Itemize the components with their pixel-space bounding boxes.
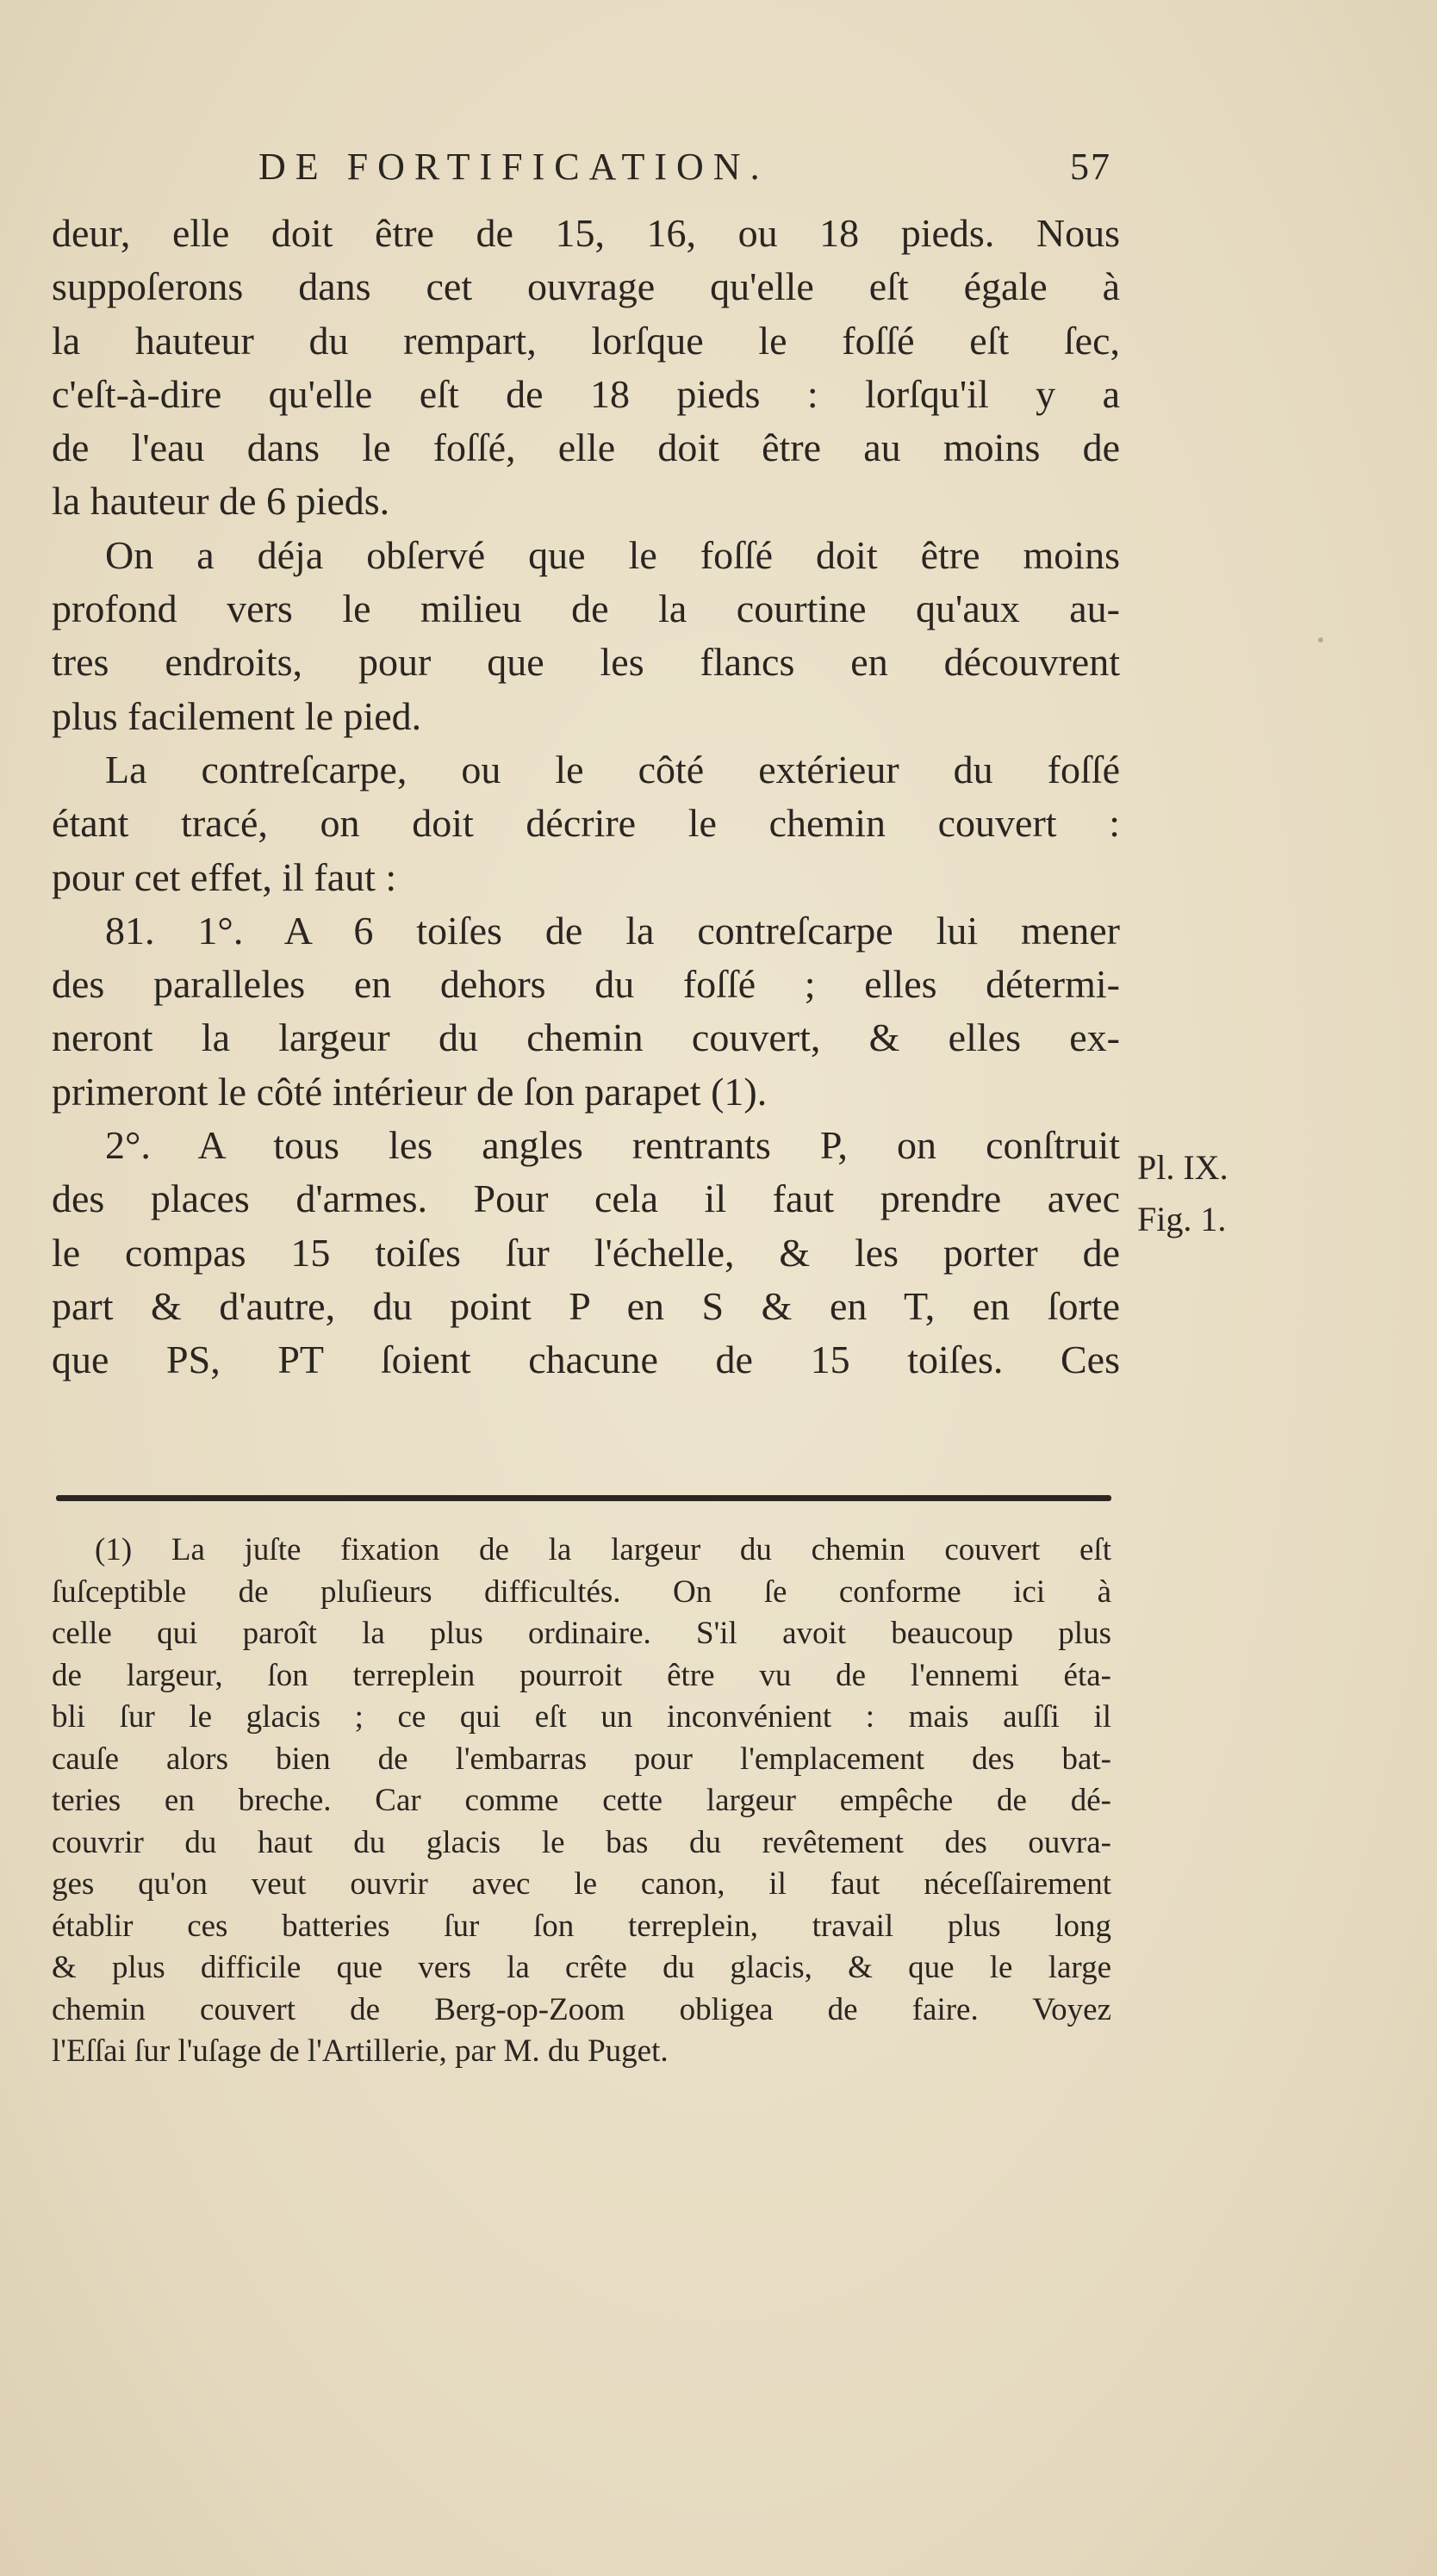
running-head — [258, 145, 1111, 205]
text-line: que PS, PT ſoient chacune de 15 toiſes. Ces — [52, 1338, 1120, 1382]
page-number: 57 — [1070, 146, 1111, 188]
text-line: le compas 15 toiſes ſur l'échelle, & les porter de — [52, 1230, 1120, 1275]
margin-note-plate: Pl. IX. — [1137, 1148, 1229, 1187]
text-line: pour cet effet, il faut : — [52, 854, 397, 899]
footnote-line: ſuſceptible de pluſieurs difficultés. On ſe conforme ici à — [52, 1574, 1111, 1610]
footnote-line: de largeur, ſon terreplein pourroit être vu de l'ennemi éta- — [52, 1657, 1111, 1693]
main-text — [52, 207, 1120, 1387]
footnote-line: l'Eſſai ſur l'uſage de l'Artillerie, par M. du Puget. — [52, 2033, 669, 2069]
footnote-line: celle qui paroît la plus ordinaire. S'il avoit beaucoup plus — [52, 1616, 1111, 1651]
text-line: suppoſerons dans cet ouvrage qu'elle eſt égale à — [52, 264, 1120, 309]
footnote — [52, 1530, 1111, 2073]
footnote-line: bli ſur le glacis ; ce qui eſt un inconvénient : mais auſſi il — [52, 1699, 1111, 1735]
text-line: La contreſcarpe, ou le côté extérieur du foſſé — [105, 747, 1120, 791]
paper-speck — [1318, 637, 1323, 642]
margin-note-figure: Fig. 1. — [1137, 1200, 1227, 1238]
text-line: des places d'armes. Pour cela il faut prendre avec — [52, 1176, 1120, 1221]
text-line: 81. 1°. A 6 toiſes de la contreſcarpe lui mener — [105, 908, 1120, 953]
footnote-line: couvrir du haut du glacis le bas du revêtement des ouvra- — [52, 1824, 1111, 1860]
text-line: primeront le côté intérieur de ſon parapet (1). — [52, 1069, 768, 1114]
text-line: la hauteur du rempart, lorſque le foſſé eſt ſec, — [52, 318, 1120, 363]
text-line: de l'eau dans le foſſé, elle doit être au moins de — [52, 425, 1120, 470]
text-line: c'eſt-à-dire qu'elle eſt de 18 pieds : lorſqu'il y a — [52, 371, 1120, 416]
text-line: part & d'autre, du point P en S & en T, en ſorte — [52, 1283, 1120, 1328]
margin-note — [1137, 1142, 1266, 1245]
text-line: profond vers le milieu de la courtine qu'aux au- — [52, 587, 1120, 631]
footnote-line: cauſe alors bien de l'embarras pour l'emplacement des bat- — [52, 1741, 1111, 1777]
text-line: deur, elle doit être de 15, 16, ou 18 pieds. Nous — [52, 211, 1120, 255]
footnote-line: teries en breche. Car comme cette largeur empêche de dé- — [52, 1783, 1111, 1818]
footnote-line: chemin couvert de Berg-op-Zoom obligea de faire. Voyez — [52, 1991, 1111, 2027]
text-line: des paralleles en dehors du foſſé ; elles détermi- — [52, 962, 1120, 1007]
text-line: neront la largeur du chemin couvert, & elles ex- — [52, 1015, 1120, 1060]
text-line: tres endroits, pour que les flancs en découvrent — [52, 640, 1120, 685]
text-line: On a déja obſervé que le foſſé doit être moins — [105, 532, 1120, 577]
footnote-line: (1) La juſte fixation de la largeur du chemin couvert eſt — [95, 1532, 1111, 1567]
footnote-line: & plus difficile que vers la crête du glacis, & que le large — [52, 1950, 1111, 1985]
footnote-line: établir ces batteries ſur ſon terreplein, travail plus long — [52, 1908, 1111, 1944]
text-line: 2°. A tous les angles rentrants P, on conſtruit — [105, 1123, 1120, 1168]
footnote-line: ges qu'on veut ouvrir avec le canon, il faut néceſſairement — [52, 1866, 1111, 1902]
text-line: la hauteur de 6 pieds. — [52, 479, 390, 524]
text-line: plus facilement le pied. — [52, 693, 422, 738]
running-head-title: DE FORTIFICATION. — [258, 146, 769, 188]
text-line: étant tracé, on doit décrire le chemin couvert : — [52, 801, 1120, 846]
footnote-rule — [56, 1495, 1111, 1501]
